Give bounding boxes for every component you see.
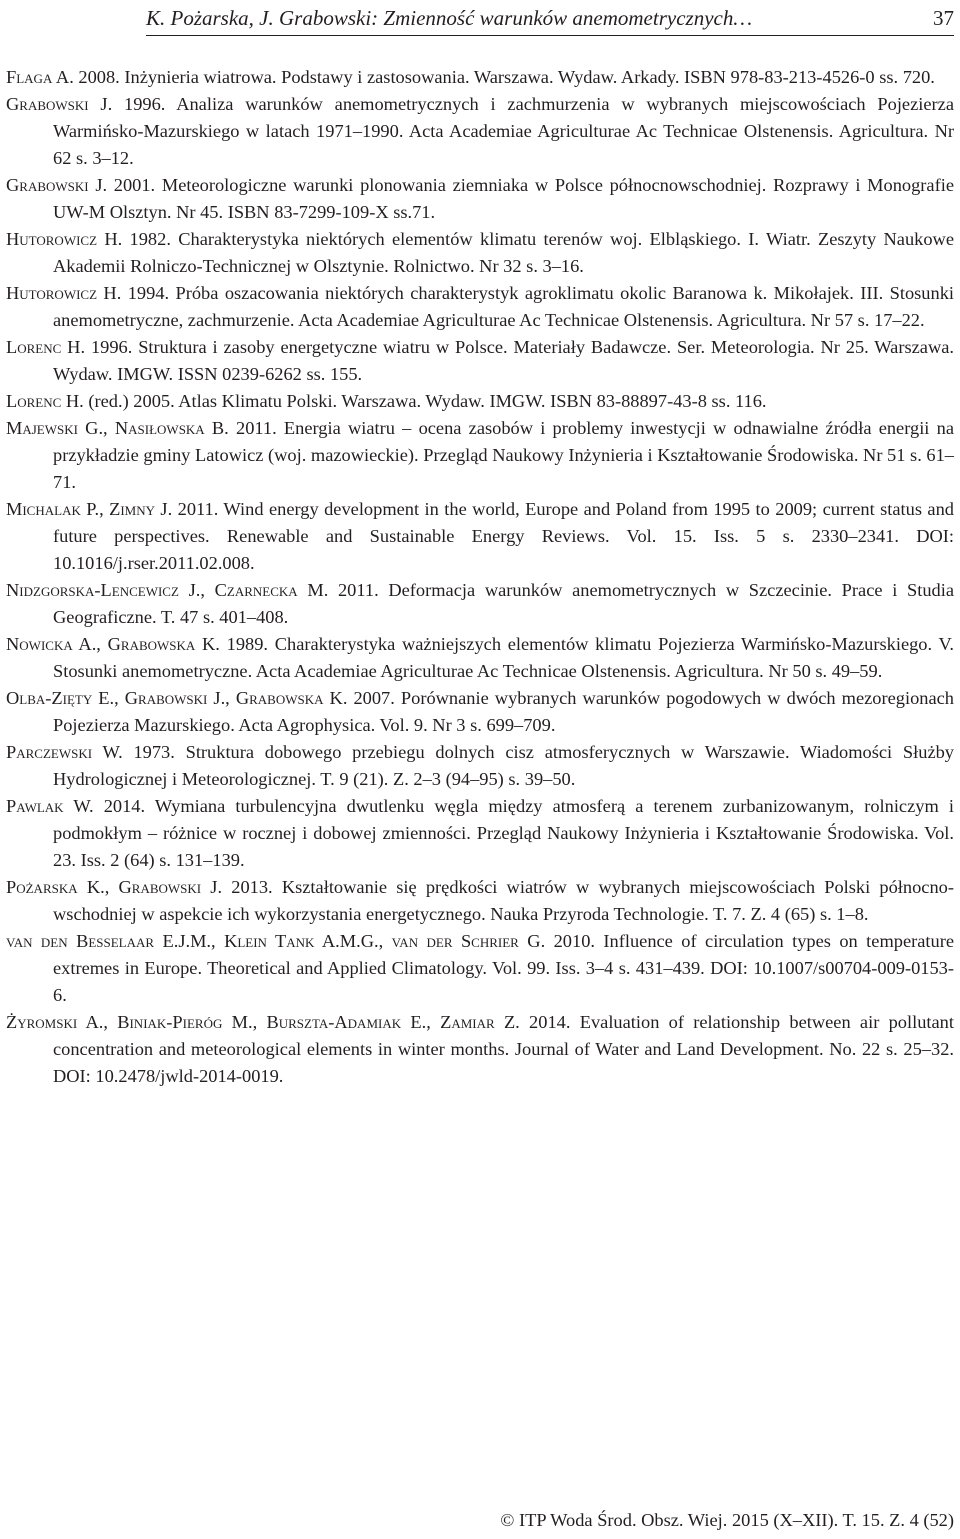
reference-text: 1996. Struktura i zasoby energetyczne wiatru w Polsce. Materiały Badawcze. Ser. Meteorologia. Nr 25. Warszawa. Wydaw. IMGW. ISSN 0239-6262 ss. 155. [53, 337, 954, 384]
reference-text: (red.) 2005. Atlas Klimatu Polski. Warszawa. Wydaw. IMGW. ISBN 83-88897-43-8 ss. 116. [83, 391, 767, 411]
running-head [146, 0, 954, 36]
reference-text: 2013. Kształtowanie się prędkości wiatrów w wybranych miejscowościach Polski północno-wschodniej w aspekcie ich wykorzystania energetycznego. Nauka Przyroda Technologie. T. 7. Z. 4 (65) s. 1–8. [53, 877, 954, 924]
reference-entry [6, 793, 954, 874]
reference-entry [6, 91, 954, 172]
reference-entry [6, 1009, 954, 1090]
reference-entry [6, 739, 954, 793]
reference-authors: Pawlak W. [6, 796, 94, 816]
footer-copyright: © ITP Woda Środ. Obsz. Wiej. 2015 (X–XII). T. 15. Z. 4 (52) [500, 1510, 954, 1530]
reference-text: 2014. Evaluation of relationship between air pollutant concentration and meteorological elements in winter months. Journal of Water and Land Development. No. 22 s. 25–32. DOI: 10.2478/jwld-2014-0019. [53, 1012, 954, 1086]
reference-entry [6, 631, 954, 685]
reference-authors: Flaga A. [6, 67, 74, 87]
reference-entry [6, 388, 954, 415]
reference-authors: Lorenc H. [6, 391, 84, 411]
reference-list [6, 64, 954, 1090]
reference-text: 2011. Wind energy development in the world, Europe and Poland from 1995 to 2009; current status and future perspectives. Renewable and Sustainable Energy Reviews. Vol. 15. Iss. 5 s. 2330–2341. DOI: 10.1016/j.rser.2011.02.008. [53, 499, 954, 573]
reference-entry [6, 334, 954, 388]
reference-text: 2007. Porównanie wybranych warunków pogodowych w dwóch mezoregionach Pojezierza Mazurskiego. Acta Agrophysica. Vol. 9. Nr 3 s. 699–709. [53, 688, 954, 735]
reference-text: 2001. Meteorologiczne warunki plonowania ziemniaka w Polsce północnowschodniej. Rozprawy i Monografie UW-M Olsztyn. Nr 45. ISBN 83-7299-109-X ss.71. [53, 175, 954, 222]
reference-authors: Parczewski W. [6, 742, 123, 762]
reference-authors: Majewski G., Nasiłowska B. [6, 418, 229, 438]
reference-authors: Hutorowicz H. [6, 283, 122, 303]
reference-entry [6, 64, 954, 91]
reference-authors: Grabowski J. [6, 175, 108, 195]
running-head-title: K. Pożarska, J. Grabowski: Zmienność warunków anemometrycznych… [146, 6, 753, 30]
reference-text: 2010. Influence of circulation types on temperature extremes in Europe. Theoretical and Applied Climatology. Vol. 99. Iss. 3–4 s. 431–439. DOI: 10.1007/s00704-009-0153-6. [53, 931, 954, 1005]
reference-entry [6, 577, 954, 631]
reference-text: 1982. Charakterystyka niektórych elementów klimatu terenów woj. Elbląskiego. I. Wiatr. Zeszyty Naukowe Akademii Rolniczo-Technicznej w Olsztynie. Rolnictwo. Nr 32 s. 3–16. [53, 229, 954, 276]
page-number: 37 [933, 6, 954, 30]
reference-authors: Michalak P., Zimny J. [6, 499, 173, 519]
reference-authors: Nowicka A., Grabowska K. [6, 634, 220, 654]
reference-text: 2014. Wymiana turbulencyjna dwutlenku węgla między atmosferą a terenem zurbanizowanym, rolniczym i podmokłym – różnice w rocznej i dobowej zmienności. Przegląd Naukowy Inżynieria i Kształtowanie Środowiska. Vol. 23. Iss. 2 (64) s. 131–139. [53, 796, 954, 870]
reference-authors: Olba-Zięty E., Grabowski J., Grabowska K. [6, 688, 348, 708]
reference-text: 1989. Charakterystyka ważniejszych elementów klimatu Pojezierza Warmińsko-Mazurskiego. V. Stosunki anemometryczne. Acta Academiae Agriculturae Ac Technicae Olstenensis. Agricultura. Nr 50 s. 49–59. [53, 634, 954, 681]
reference-entry [6, 172, 954, 226]
reference-text: 1996. Analiza warunków anemometrycznych i zachmurzenia w wybranych miejscowościach Pojezierza Warmińsko-Mazurskiego w latach 1971–1990. Acta Academiae Agriculturae Ac Technicae Olstenensis. Agricultura. Nr 62 s. 3–12. [53, 94, 954, 168]
reference-text: 1994. Próba oszacowania niektórych charakterystyk agroklimatu okolic Baranowa k. Mikołajek. III. Stosunki anemometryczne, zachmurzenie. Acta Academiae Agriculturae Ac Technicae Olstenensis. Agricultura. Nr 57 s. 17–22. [53, 283, 954, 330]
reference-authors: van den Besselaar E.J.M., Klein Tank A.M.G., van der Schrier G. [6, 931, 546, 951]
reference-authors: Żyromski A., Biniak-Pieróg M., Burszta-Adamiak E., Zamiar Z. [6, 1012, 520, 1032]
reference-entry [6, 685, 954, 739]
reference-text: 1973. Struktura dobowego przebiegu dolnych cisz atmosferycznych w Warszawie. Wiadomości Służby Hydrologicznej i Meteorologicznej. T. 9 (21). Z. 2–3 (94–95) s. 39–50. [53, 742, 954, 789]
reference-entry [6, 226, 954, 280]
reference-text: 2011. Energia wiatru – ocena zasobów i problemy inwestycji w odnawialne źródła energii na przykładzie gminy Latowicz (woj. mazowieckie). Przegląd Naukowy Inżynieria i Kształtowanie Środowiska. Nr 51 s. 61–71. [53, 418, 954, 492]
reference-text: 2011. Deformacja warunków anemometrycznych w Szczecinie. Prace i Studia Geograficzne. T. 47 s. 401–408. [53, 580, 954, 627]
reference-entry [6, 415, 954, 496]
reference-entry [6, 280, 954, 334]
reference-entry [6, 874, 954, 928]
reference-entry [6, 928, 954, 1009]
reference-text: 2008. Inżynieria wiatrowa. Podstawy i zastosowania. Warszawa. Wydaw. Arkady. ISBN 978-83-213-4526-0 ss. 720. [73, 67, 935, 87]
reference-authors: Hutorowicz H. [6, 229, 123, 249]
reference-authors: Pożarska K., Grabowski J. [6, 877, 223, 897]
reference-entry [6, 496, 954, 577]
reference-authors: Nidzgorska-Lencewicz J., Czarnecka M. [6, 580, 329, 600]
reference-authors: Lorenc H. [6, 337, 86, 357]
reference-authors: Grabowski J. [6, 94, 113, 114]
